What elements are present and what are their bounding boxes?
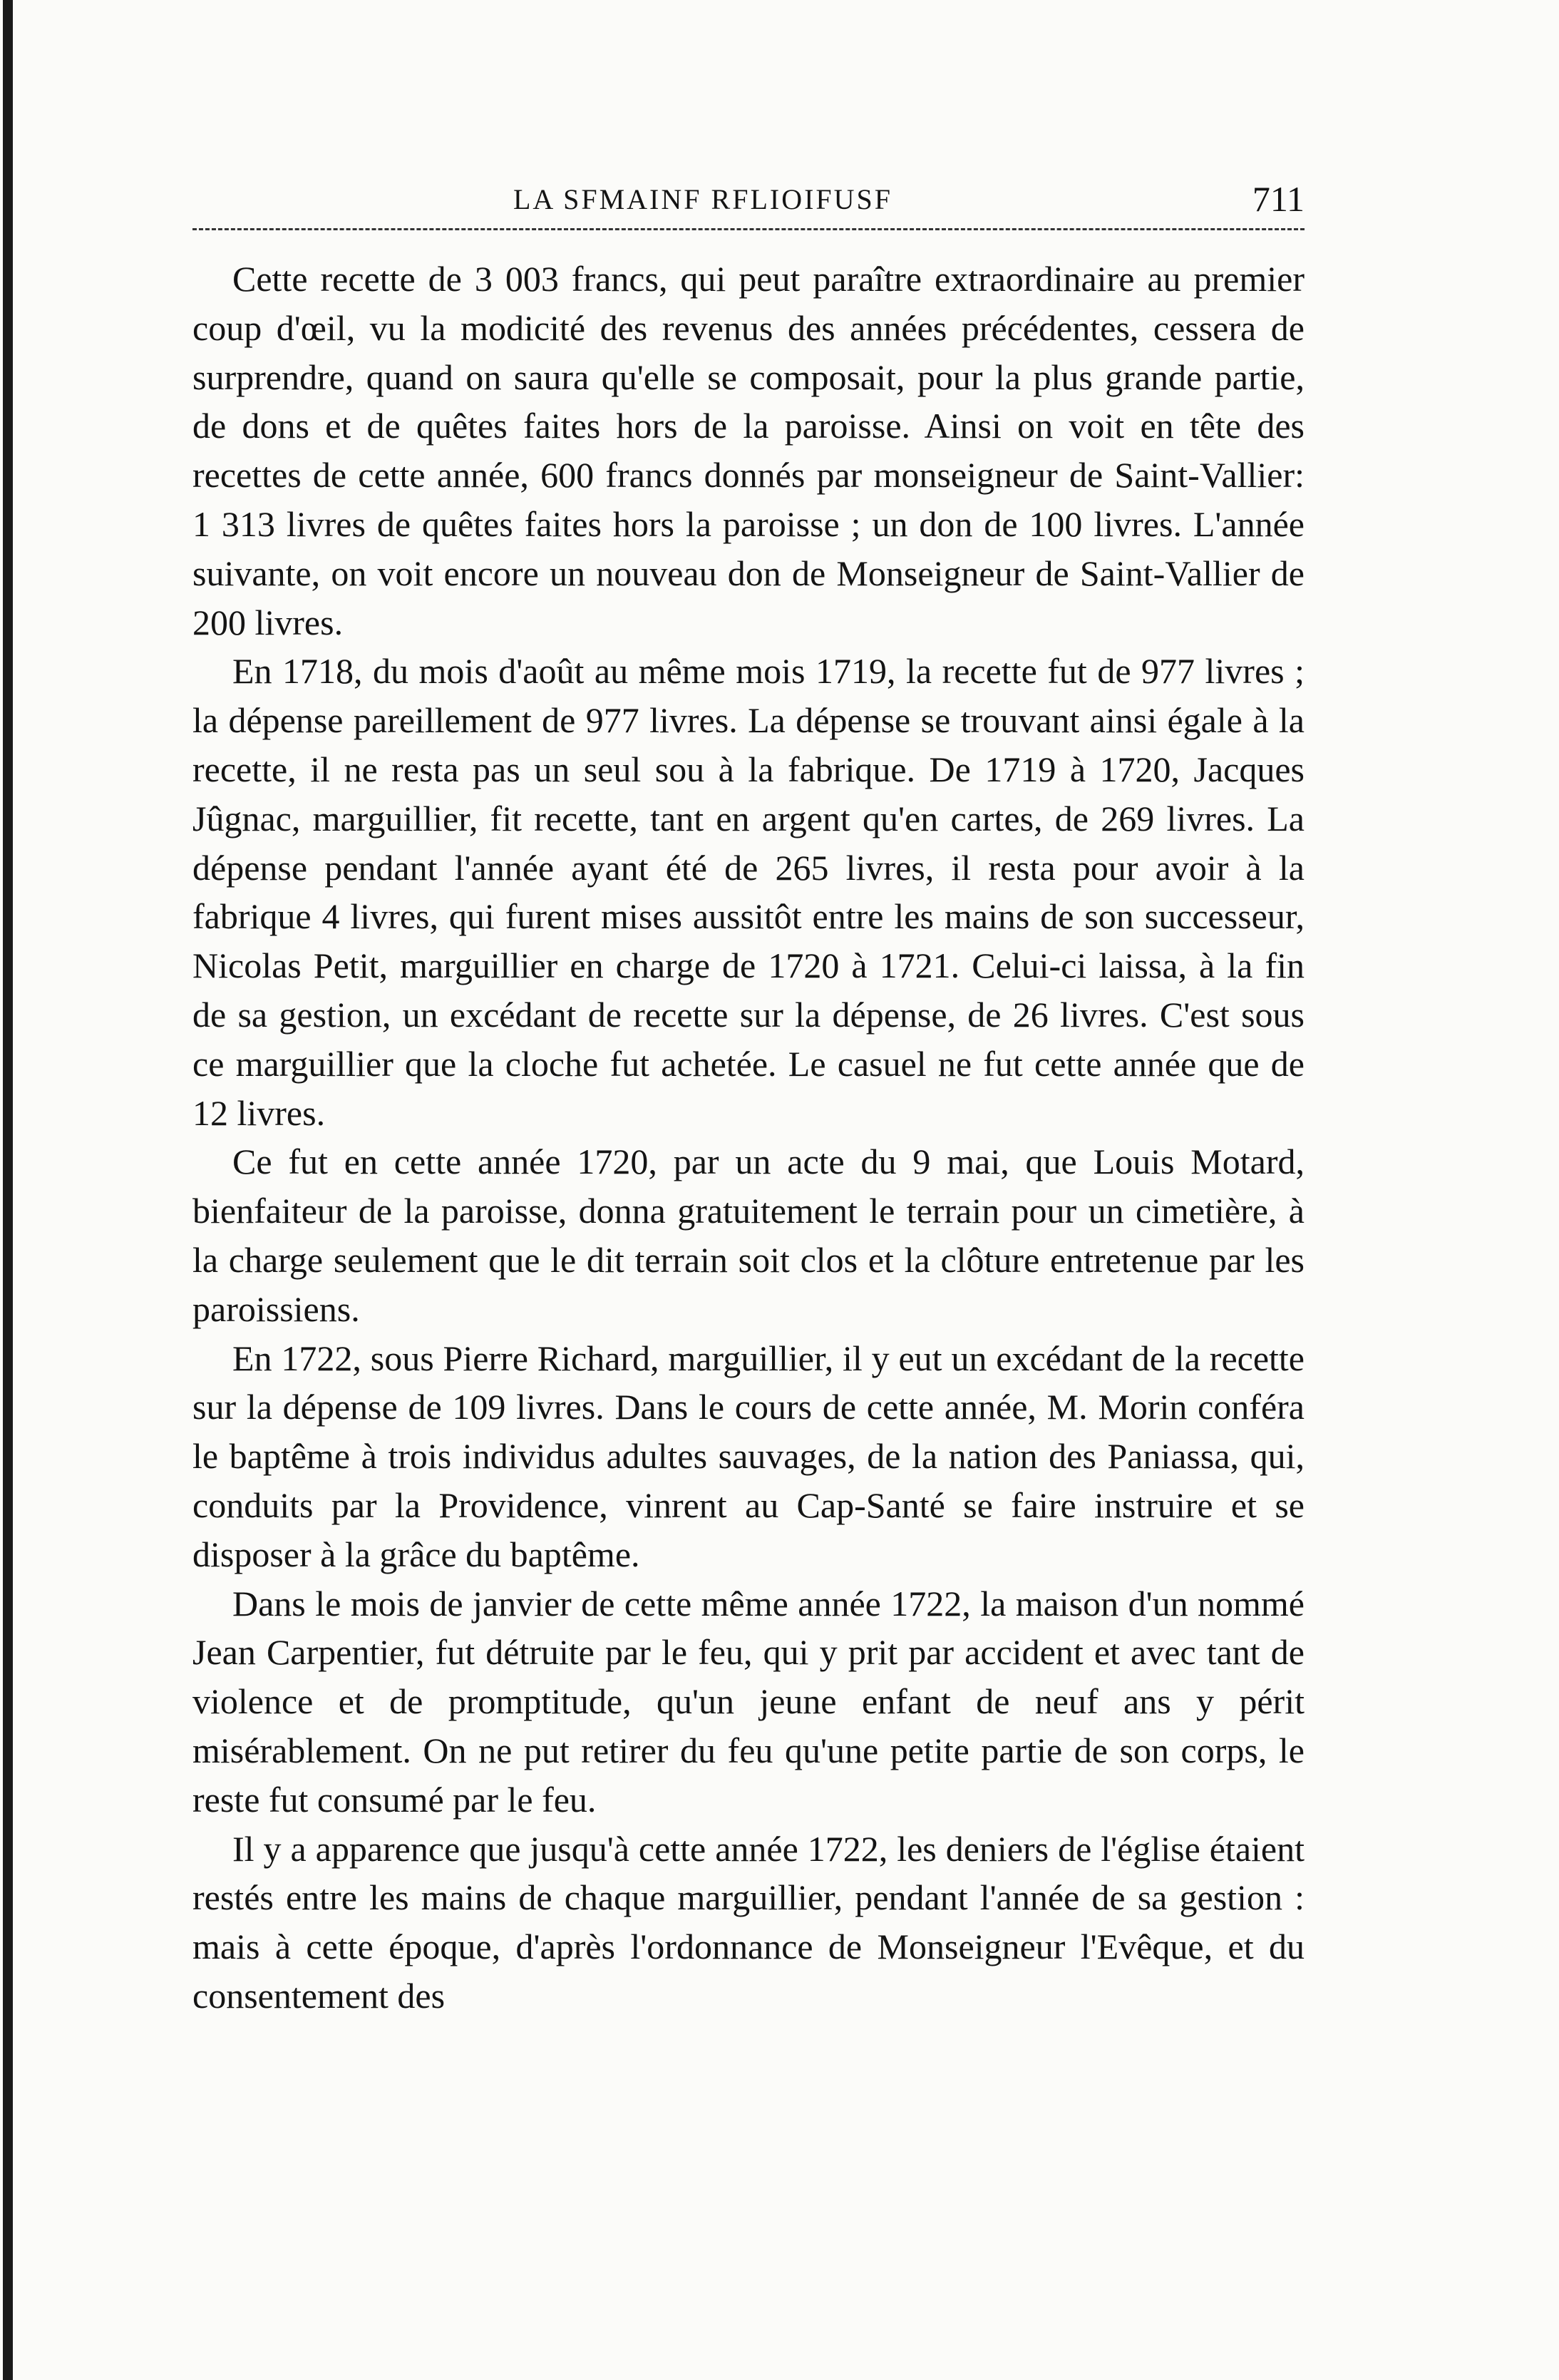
header-rule	[192, 228, 1305, 230]
paragraph: Dans le mois de janvier de cette même année 1722, la maison d'un nommé Jean Carpentier, fut détruite par le feu, qui y prit par accident et avec tant de violence et de promptitude, qu'un jeune enfant de neuf ans y périt misérablement. On ne put retirer du feu qu'une petite partie de son corps, le reste fut consumé par le feu.	[192, 1583, 1305, 1820]
paragraph: En 1722, sous Pierre Richard, marguillier, il y eut un excédant de la recette sur la dépense de 109 livres. Dans le cours de cette année, M. Morin conféra le baptême à trois individus adultes sauvages, de la nation des Paniassa, qui, conduits par la Providence, vinrent au Cap-Santé se faire instruire et se disposer à la grâce du baptême.	[192, 1338, 1305, 1574]
paragraph: Cette recette de 3 003 francs, qui peut paraître extraordinaire au premier coup d'œil, vu la modicité des revenus des années précédentes, cessera de surprendre, quand on saura qu'elle se composait, pour la plus grande partie, de dons et de quêtes faites hors de la paroisse. Ainsi on voit en tête des recettes de cette année, 600 francs donnés par monseigneur de Saint-Vallier: 1 313 livres de quêtes faites hors la paroisse ; un don de 100 livres. L'année suivante, on voit encore un nouveau don de Monseigneur de Saint-Vallier de 200 livres.	[192, 259, 1305, 642]
page-number: 711	[1252, 179, 1305, 219]
page-body	[192, 255, 1305, 2021]
paragraph: En 1718, du mois d'août au même mois 1719, la recette fut de 977 livres ; la dépense pareillement de 977 livres. La dépense se trouvant ainsi égale à la recette, il ne resta pas un seul sou à la fabrique. De 1719 à 1720, Jacques Jûgnac, marguillier, fit recette, tant en argent qu'en cartes, de 269 livres. La dépense pendant l'année ayant été de 265 livres, il resta pour avoir à la fabrique 4 livres, qui furent mises aussitôt entre les mains de son successeur, Nicolas Petit, marguillier en charge de 1720 à 1721. Celui-ci laissa, à la fin de sa gestion, un excédant de recette sur la dépense, de 26 livres. C'est sous ce marguillier que la cloche fut achetée. Le casuel ne fut cette année que de 12 livres.	[192, 651, 1305, 1133]
book-page	[192, 178, 1305, 2021]
paragraph: Il y a apparence que jusqu'à cette année 1722, les deniers de l'église étaient restés entre les mains de chaque marguillier, pendant l'année de sa gestion : mais à cette époque, d'après l'ordonnance de Monseigneur l'Evêque, et du consentement des	[192, 1828, 1305, 2016]
scan-edge-rule	[3, 0, 13, 2380]
page-header	[192, 178, 1305, 228]
paragraph: Ce fut en cette année 1720, par un acte du 9 mai, que Louis Motard, bienfaiteur de la paroisse, donna gratuitement le terrain pour un cimetière, à la charge seulement que le dit terrain soit clos et la clôture entretenue par les paroissiens.	[192, 1142, 1305, 1329]
running-head: LA SFMAINF RFLIOIFUSF	[513, 183, 893, 215]
